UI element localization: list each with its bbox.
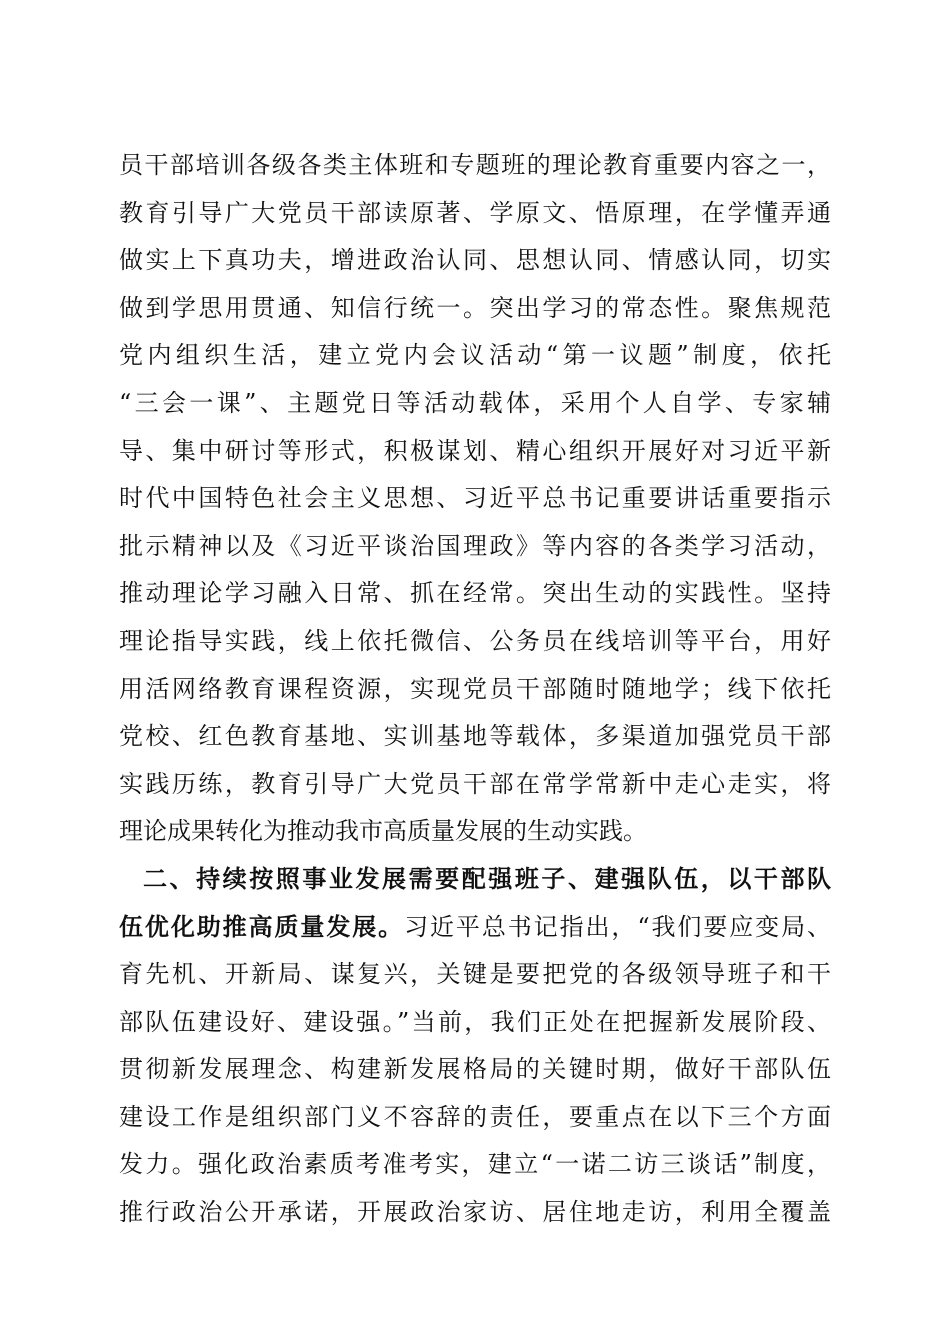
text-line: “三会一课”、主题党日等活动载体，采用个人自学、专家辅	[119, 388, 831, 417]
text-line	[119, 904, 831, 952]
paragraph-cadre-team-building	[119, 856, 831, 1237]
text-line: 批示精神以及《习近平谈治国理政》等内容的各类学习活动，	[119, 531, 831, 560]
section-heading: 二、持续按照事业发展需要配强班子、建强队伍，以干部队	[143, 864, 831, 893]
text-line: 实践历练，教育引导广大党员干部在常学常新中走心走实，将	[119, 769, 831, 798]
text-line: 理论成果转化为推动我市高质量发展的生动实践。	[119, 817, 647, 846]
text-line: 部队伍建设好、建设强。”当前，我们正处在把握新发展阶段、	[119, 1007, 831, 1036]
text-line: 做到学思用贯通、知信行统一。突出学习的常态性。聚焦规范	[119, 293, 831, 322]
text-line: 党内组织生活，建立党内会议活动“第一议题”制度，依托	[119, 341, 831, 370]
text-line: 教育引导广大党员干部读原著、学原文、悟原理，在学懂弄通	[119, 198, 831, 227]
text-line: 做实上下真功夫，增进政治认同、思想认同、情感认同，切实	[119, 246, 831, 275]
text-line: 导、集中研讨等形式，积极谋划、精心组织开展好对习近平新	[119, 436, 831, 465]
text-line: 用活网络教育课程资源，实现党员干部随时随地学；线下依托	[119, 674, 831, 703]
text-line: 推动理论学习融入日常、抓在经常。突出生动的实践性。坚持	[119, 579, 831, 608]
text-line: 党校、红色教育基地、实训基地等载体，多渠道加强党员干部	[119, 722, 831, 751]
text-line: 发力。强化政治素质考准考实，建立“一诺二访三谈话”制度，	[119, 1150, 831, 1179]
document-body	[119, 142, 831, 1237]
text-line: 时代中国特色社会主义思想、习近平总书记重要讲话重要指示	[119, 484, 831, 513]
paragraph-theory-education	[119, 142, 831, 856]
text-line: 建设工作是组织部门义不容辞的责任，要重点在以下三个方面	[119, 1102, 831, 1131]
text-line: 育先机、开新局、谋复兴，关键是要把党的各级领导班子和干	[119, 960, 831, 989]
text-line: 贯彻新发展理念、构建新发展格局的关键时期，做好干部队伍	[119, 1055, 831, 1084]
text-segment: 习近平总书记指出，“我们要应变局、	[404, 912, 831, 941]
section-heading-continuation: 伍优化助推高质量发展。	[119, 912, 405, 941]
text-line: 推行政治公开承诺，开展政治家访、居住地走访，利用全覆盖	[119, 1198, 831, 1227]
text-line: 员干部培训各级各类主体班和专题班的理论教育重要内容之一，	[119, 151, 831, 179]
text-line: 理论指导实践，线上依托微信、公务员在线培训等平台，用好	[119, 626, 831, 655]
